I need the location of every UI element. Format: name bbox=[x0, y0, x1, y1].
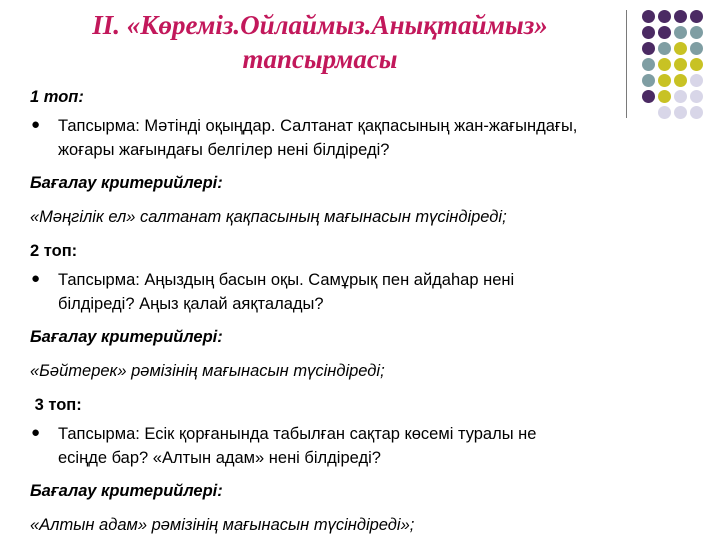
bullet-icon: ● bbox=[31, 424, 41, 441]
group-3-task bbox=[30, 422, 705, 470]
group-2-section bbox=[30, 239, 705, 384]
decorative-dot bbox=[674, 10, 687, 23]
group-3-criteria-label: Бағалау критерийлері: bbox=[30, 482, 223, 500]
group-3-section bbox=[30, 393, 705, 538]
group-2-criteria-label: Бағалау критерийлері: bbox=[30, 328, 223, 346]
title-line-2: тапсырмасы bbox=[242, 44, 398, 74]
decorative-dot bbox=[658, 26, 671, 39]
group-3-task-line-2: есіңде бар? «Алтын адам» нені білдіреді? bbox=[58, 449, 381, 467]
group-3-criteria-text: «Алтын адам» рәмізінің мағынасын түсіндіреді»; bbox=[30, 516, 415, 534]
group-2-task-line-1: Тапсырма: Аңыздың басын оқы. Самұрық пен айдаһар нені bbox=[58, 271, 515, 289]
decorative-dot bbox=[642, 42, 655, 55]
decorative-dot bbox=[690, 26, 703, 39]
group-1-heading: 1 топ: bbox=[30, 88, 84, 106]
decorative-dot bbox=[674, 26, 687, 39]
group-2-criteria-text: «Бәйтерек» рәмізінің мағынасын түсіндіреді; bbox=[30, 362, 385, 380]
decorative-dot bbox=[642, 58, 655, 71]
decorative-dot bbox=[658, 42, 671, 55]
decorative-dot bbox=[674, 42, 687, 55]
group-2-task bbox=[30, 268, 705, 316]
title-line-1: II. «Көреміз.Ойлаймыз.Анықтаймыз» bbox=[92, 10, 548, 40]
group-1-task bbox=[30, 114, 705, 162]
decorative-dot bbox=[690, 10, 703, 23]
group-1-criteria-label: Бағалау критерийлері: bbox=[30, 174, 223, 192]
group-1-task-line-1: Тапсырма: Мәтінді оқыңдар. Салтанат қақпасының жан-жағындағы, bbox=[58, 117, 578, 135]
group-3-heading: 3 топ: bbox=[30, 396, 82, 414]
group-1-section bbox=[30, 85, 705, 230]
group-3-task-line-1: Тапсырма: Есік қорғанында табылған сақтар көсемі туралы не bbox=[58, 425, 537, 443]
decorative-dot bbox=[642, 10, 655, 23]
decorative-dot bbox=[690, 42, 703, 55]
decorative-dot bbox=[658, 10, 671, 23]
group-2-task-line-2: білдіреді? Аңыз қалай аяқталады? bbox=[58, 295, 324, 313]
group-1-criteria-text: «Мәңгілік ел» салтанат қақпасының мағынасын түсіндіреді; bbox=[30, 208, 507, 226]
group-2-heading: 2 топ: bbox=[30, 242, 78, 260]
decorative-dot bbox=[690, 58, 703, 71]
group-1-task-line-2: жоғары жағындағы белгілер нені білдіреді? bbox=[58, 141, 390, 159]
page-title bbox=[20, 8, 620, 76]
bullet-icon: ● bbox=[31, 270, 41, 287]
decorative-dot bbox=[642, 26, 655, 39]
decorative-dot bbox=[658, 58, 671, 71]
decorative-dot bbox=[674, 58, 687, 71]
bullet-icon: ● bbox=[31, 116, 41, 133]
task-content bbox=[30, 85, 705, 538]
